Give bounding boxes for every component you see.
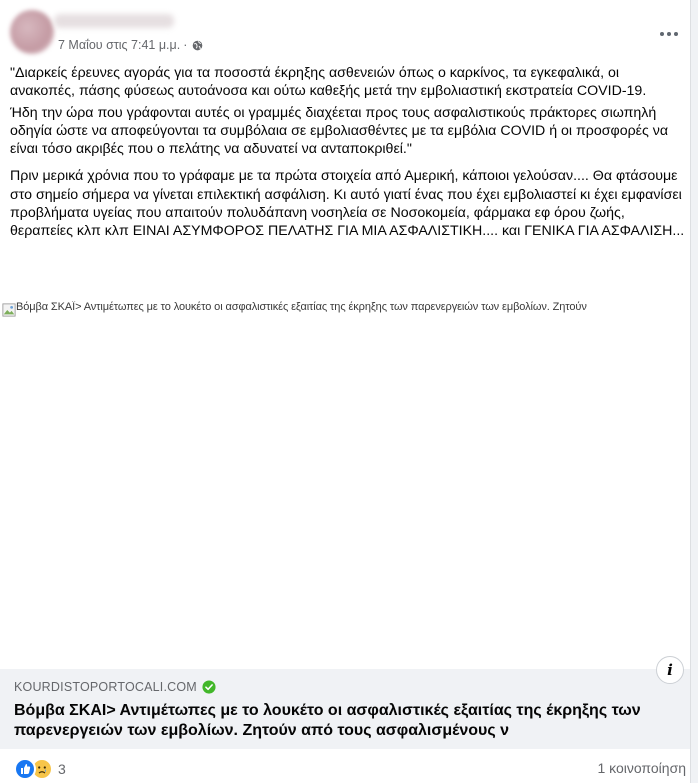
link-domain-row bbox=[14, 680, 216, 694]
post-header bbox=[0, 0, 690, 62]
link-title[interactable]: Βόμβα ΣΚΑΙ> Αντιμέτωπες με το λουκέτο οι ασφαλιστικές εξαιτίας της έκρηξης των παρενεργειών των εμβολίων. Ζητούν από τους ασφαλισμένους ν bbox=[14, 702, 641, 739]
like-reaction-icon bbox=[14, 758, 36, 780]
more-options-icon[interactable] bbox=[656, 24, 682, 44]
post-paragraph: "Διαρκείς έρευνες αγοράς για τα ποσοστά έκρηξης ασθενειών όπως ο καρκίνος, τα εγκεφαλικά, οι ανακοπές, πάσης φύσεως αυτοάνοσα και ούτω καθεξής μετά την εμβολιαστική εκστρατεία COVID-19. bbox=[10, 65, 647, 100]
post-paragraph: Ήδη την ώρα που γράφονται αυτές οι γραμμές διαχέεται προς τους ασφαλιστικούς πράκτορες σιωπηλή οδηγία ώστε να αποφεύγονται τα συμβόλαια σε εμβολιασθέντες με τα εμβόλια COVID ή οι προσφορές να είναι τόσο ακριβές που ο πελάτης να αδυνατεί να ανταποκριθεί." bbox=[10, 104, 669, 158]
link-preview[interactable] bbox=[0, 661, 690, 749]
link-domain: KOURDISTOPORTOCALI.COM bbox=[14, 680, 197, 694]
reactions-summary[interactable] bbox=[14, 758, 66, 780]
post-footer bbox=[0, 752, 690, 783]
meta-separator: · bbox=[183, 38, 188, 52]
reaction-count[interactable]: 3 bbox=[58, 761, 66, 777]
author-name-blurred[interactable] bbox=[54, 14, 174, 28]
post-timestamp[interactable]: 7 Μαΐου στις 7:41 μ.μ. bbox=[58, 38, 181, 52]
shares-count[interactable]: 1 κοινοποίηση bbox=[597, 760, 686, 776]
image-alt-text: Βόμβα ΣΚΑΪ> Αντιμέτωπες με το λουκέτο οι ασφαλιστικές εξαιτίας της έκρηξης των παρενεργειών των εμβολίων. Ζητούν bbox=[16, 301, 587, 313]
broken-image-icon bbox=[2, 303, 16, 317]
post-text bbox=[10, 64, 686, 247]
post-meta bbox=[58, 38, 203, 52]
globe-icon[interactable] bbox=[192, 40, 203, 51]
avatar[interactable] bbox=[10, 10, 54, 54]
post-paragraph: Πριν μερικά χρόνια που το γράφαμε με τα πρώτα στοιχεία από Αμερική, κάποιοι γελούσαν.... Θα φτάσουμε στο σημείο σήμερα να γίνεται επιλεκτική ασφάλιση. Κι αυτό γιατί ένας που έχει εμβολιαστεί κι έχει εμφανίσει προβλήματα υγείας που απαιτούν πολυδάπανη νοσηλεία σε Νοσοκομεία, φάρμακα εφ όρου ζωής, θεραπείες κλπ κλπ ΕΙΝΑΙ ΑΣΥΜΦΟΡΟΣ ΠΕΛΑΤΗΣ ΓΙΑ ΜΙΑ ΑΣΦΑΛΙΣΤΙΚΗ.... και ΓΕΝΙΚΑ ΓΙΑ ΑΣΦΑΛΙΣΗ... bbox=[10, 168, 685, 240]
verified-check-icon bbox=[202, 680, 216, 694]
link-preview-image[interactable] bbox=[0, 301, 690, 669]
info-icon[interactable]: i bbox=[656, 656, 684, 684]
